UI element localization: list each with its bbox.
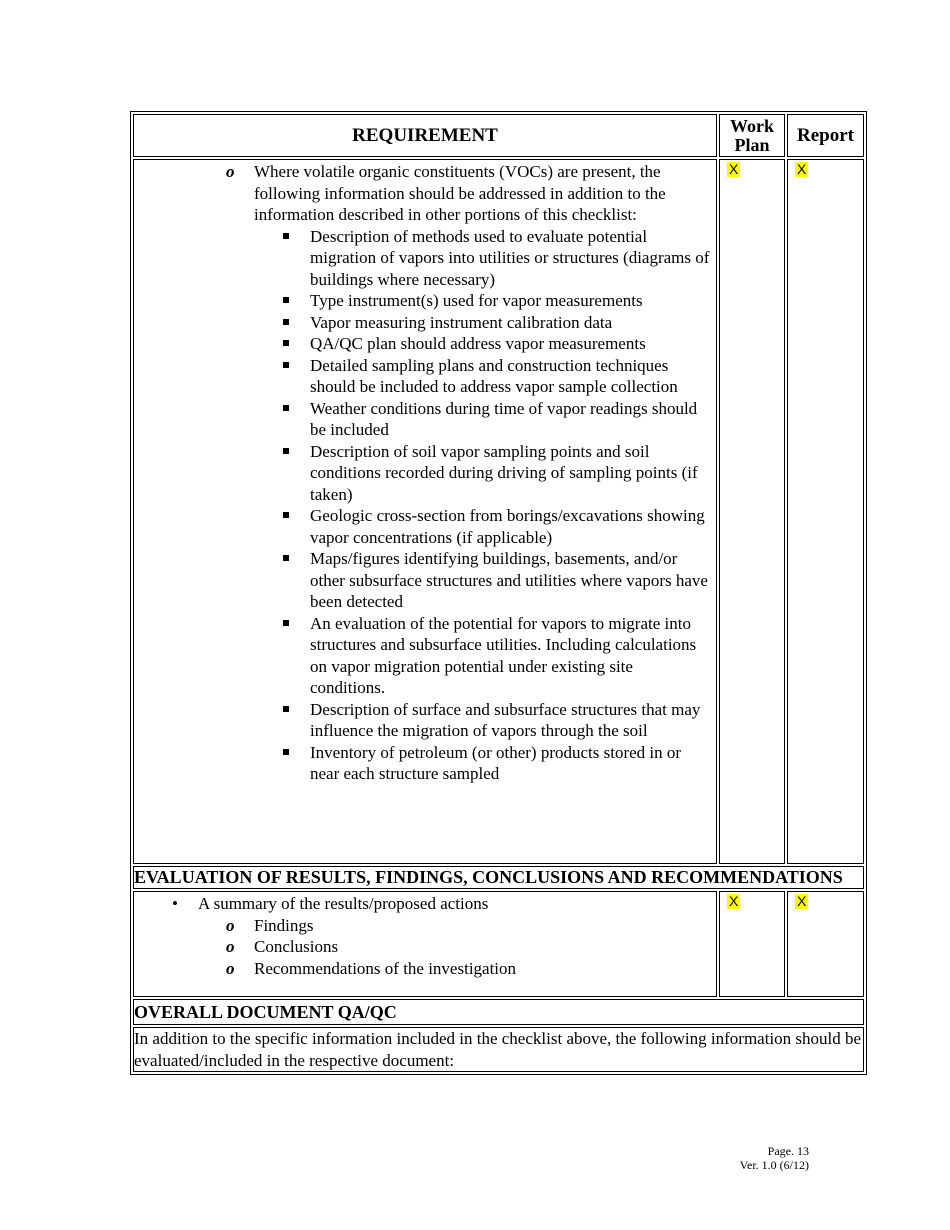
bullet-icon: • [172,894,178,913]
list-item: Type instrument(s) used for vapor measurements [134,290,716,312]
vocs-intro [134,161,716,226]
list-item: An evaluation of the potential for vapors to migrate into structures and subsurface utilities. Including calculations on vapor migration potential under existing site conditions. [134,613,716,699]
list-item: QA/QC plan should address vapor measurements [134,333,716,355]
work-plan-check: X [729,893,739,909]
evaluation-work-plan-cell [719,891,785,997]
report-header: Report [787,114,864,157]
square-bullet-icon [283,405,289,411]
qaqc-heading: OVERALL DOCUMENT QA/QC [133,999,864,1025]
list-item: Description of methods used to evaluate potential migration of vapors into utilities or structures (diagrams of buildings where necessary) [134,226,716,291]
vocs-work-plan-cell [719,159,785,864]
evaluation-row [133,891,864,997]
list-item: o Findings [226,915,314,935]
vocs-cell [133,159,717,864]
qaqc-row [133,1027,864,1072]
requirement-header: REQUIREMENT [133,114,717,157]
report-check: X [797,161,807,177]
report-check: X [797,893,807,909]
page-footer [740,1144,809,1172]
square-bullet-icon [283,319,289,325]
list-item: Maps/figures identifying buildings, basements, and/or other subsurface structures and utilities where vapors have been detected [134,548,716,613]
work-plan-header: Work Plan [719,114,785,157]
list-item: o Recommendations of the investigation [226,958,517,978]
square-bullet-icon [283,512,289,518]
header-row [133,114,864,157]
square-bullet-icon [283,362,289,368]
vocs-row [133,159,864,864]
square-bullet-icon [283,706,289,712]
requirements-table [130,111,867,1075]
list-item: Geologic cross-section from borings/excavations showing vapor concentrations (if applicable) [134,505,716,548]
list-item: Detailed sampling plans and construction techniques should be included to address vapor sample collection [134,355,716,398]
version: Ver. 1.0 (6/12) [739,1158,809,1172]
evaluation-heading: EVALUATION OF RESULTS, FINDINGS, CONCLUSIONS AND RECOMMENDATIONS [133,866,864,889]
list-item: Description of soil vapor sampling points and soil conditions recorded during driving of sampling points (if taken) [134,441,716,506]
evaluation-cell [133,891,717,997]
qaqc-text: In addition to the specific information included in the checklist above, the following information should be evaluated/included in the respective document: [133,1027,864,1072]
hollow-bullet-icon: o [226,915,235,935]
evaluation-report-cell [787,891,864,997]
square-bullet-icon [283,448,289,454]
evaluation-heading-row [133,866,864,889]
list-item: Description of surface and subsurface structures that may influence the migration of vapors through the soil [134,699,716,742]
square-bullet-icon [283,620,289,626]
list-item: Vapor measuring instrument calibration data [134,312,716,334]
square-bullet-icon [283,749,289,755]
vocs-intro-text: Where volatile organic constituents (VOCs) are present, the following information should be addressed in addition to the information described in other portions of this checklist: [254,162,666,224]
hollow-bullet-icon: o [226,162,235,181]
list-item: Weather conditions during time of vapor readings should be included [134,398,716,441]
hollow-bullet-icon: o [226,937,235,956]
square-bullet-icon [283,233,289,239]
list-item: Inventory of petroleum (or other) products stored in or near each structure sampled [134,742,716,785]
square-bullet-icon [283,555,289,561]
square-bullet-icon [283,340,289,346]
summary-item: • A summary of the results/proposed actions [172,894,489,913]
hollow-bullet-icon: o [226,958,235,978]
square-bullet-icon [283,297,289,303]
vocs-report-cell [787,159,864,864]
work-plan-check: X [729,161,739,177]
qaqc-heading-row [133,999,864,1025]
page-number: Page. 13 [767,1144,809,1158]
list-item: o Conclusions [226,937,339,956]
